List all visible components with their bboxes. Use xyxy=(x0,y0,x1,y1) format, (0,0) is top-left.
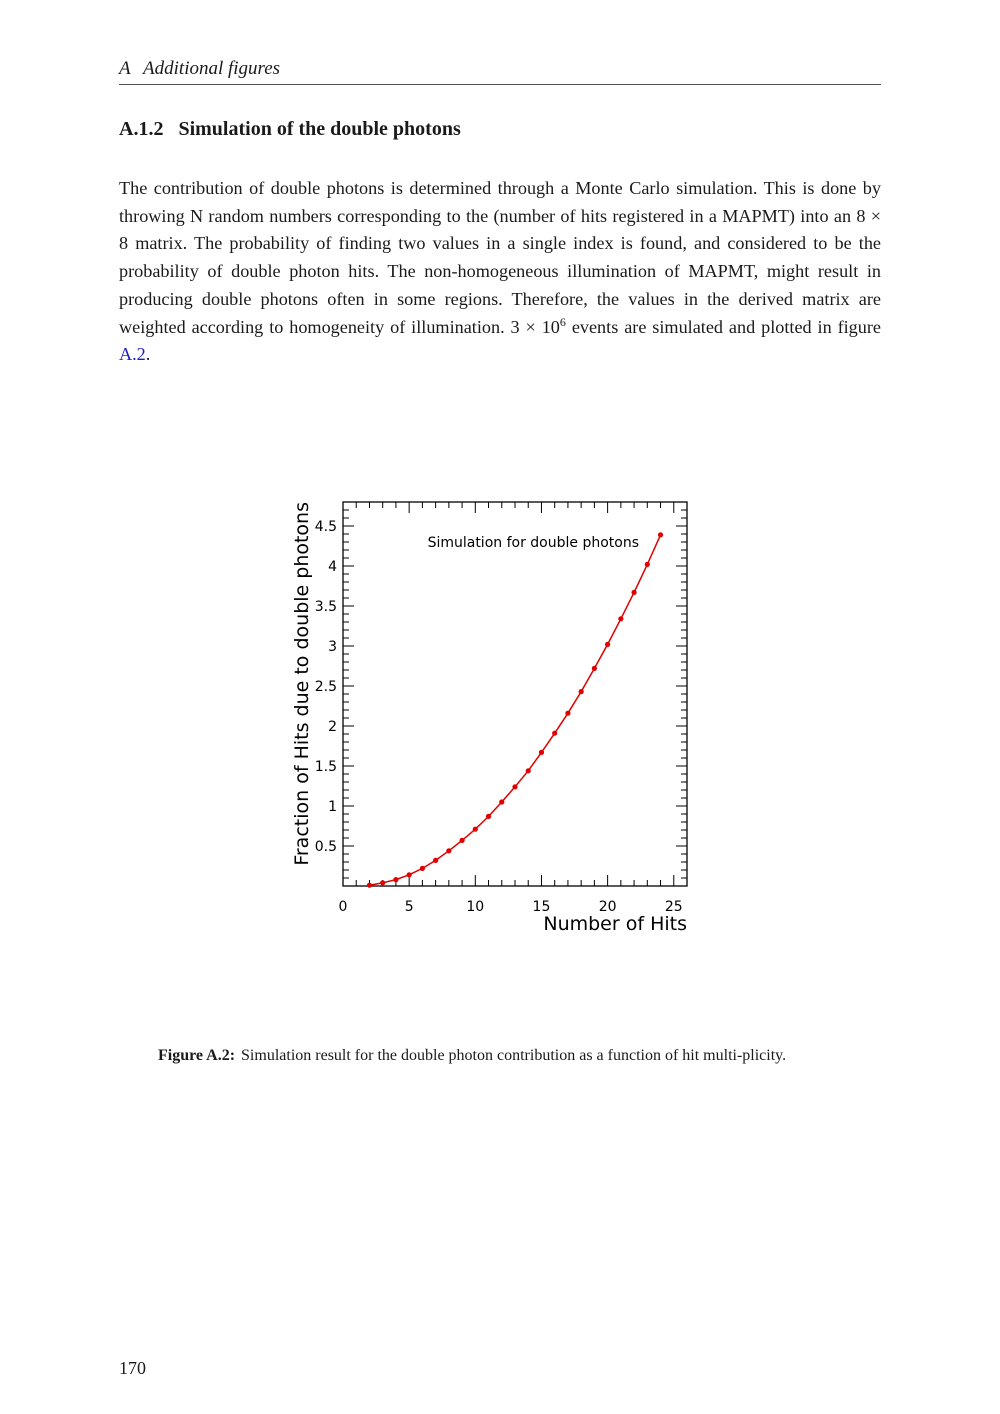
running-head xyxy=(119,58,881,85)
data-point xyxy=(605,642,610,647)
data-point xyxy=(486,814,491,819)
data-point xyxy=(565,711,570,716)
section-title xyxy=(119,118,461,141)
figure-caption-text: Simulation result for the double photon contribution as a function of hit multi-plicity. xyxy=(241,1047,787,1064)
figure-ref-link[interactable]: A.2 xyxy=(119,344,146,365)
data-point xyxy=(631,590,636,595)
y-tick-label: 3.5 xyxy=(314,599,337,615)
x-axis-label: Number of Hits xyxy=(543,913,687,935)
y-tick-label: 4 xyxy=(328,559,337,575)
body-paragraph xyxy=(119,175,881,369)
data-point xyxy=(512,784,517,789)
y-tick-label: 2.5 xyxy=(314,679,337,695)
x-tick-label: 15 xyxy=(532,899,551,915)
data-point xyxy=(367,883,372,888)
x-tick-label: 10 xyxy=(466,899,485,915)
x-tick-label: 20 xyxy=(598,899,617,915)
data-point xyxy=(645,562,650,567)
y-axis-label: Fraction of Hits due to double photons xyxy=(291,502,313,866)
paragraph-text-1: The contribution of double photons is determined through a Monte Carlo simulation. This is done by throwing N random numbers corresponding to the (number of hits registered in a MAPMT) into an 8 × 8 matrix. The probability of finding two values in a single index is found, and considered to be the probability of double photon hits. The non-homogeneous illumination of MAPMT, might result in producing double photons often in some regions. Therefore, the values in the derived matrix are weighted according to homogeneity of illumination. 3 × 10 xyxy=(119,178,881,337)
y-tick-label: 1.5 xyxy=(314,759,337,775)
plot-frame xyxy=(343,502,687,886)
data-point xyxy=(420,866,425,871)
data-point xyxy=(446,848,451,853)
data-point xyxy=(592,666,597,671)
data-point xyxy=(433,858,438,863)
figure-label: Figure A.2: xyxy=(158,1047,236,1064)
chapter-number: A xyxy=(119,58,131,79)
exponent: 6 xyxy=(559,314,566,329)
series-line xyxy=(369,535,660,885)
y-tick-label: 1 xyxy=(328,799,337,815)
figure-caption xyxy=(158,1046,848,1066)
y-tick-label: 3 xyxy=(328,639,337,655)
data-point xyxy=(526,768,531,773)
x-tick-label: 0 xyxy=(338,899,348,915)
data-point xyxy=(618,616,623,621)
y-tick-label: 0.5 xyxy=(314,839,337,855)
data-point xyxy=(459,838,464,843)
data-point xyxy=(380,880,385,885)
data-point xyxy=(407,872,412,877)
data-point xyxy=(393,877,398,882)
chapter-title: Additional figures xyxy=(143,58,281,79)
page-number: 170 xyxy=(119,1358,146,1378)
x-tick-label: 5 xyxy=(404,899,414,915)
data-point xyxy=(552,731,557,736)
section-title-text: Simulation of the double photons xyxy=(178,118,461,140)
data-point xyxy=(473,827,478,832)
data-point xyxy=(539,750,544,755)
data-point xyxy=(499,799,504,804)
paragraph-text-3: . xyxy=(145,344,151,365)
y-tick-label: 2 xyxy=(328,719,337,735)
x-tick-label: 25 xyxy=(664,899,683,915)
chart-title: Simulation for double photons xyxy=(427,535,639,551)
data-point xyxy=(579,689,584,694)
data-point xyxy=(658,532,663,537)
y-tick-label: 4.5 xyxy=(314,519,337,535)
section-number: A.1.2 xyxy=(119,118,164,140)
double-photon-chart xyxy=(270,480,710,960)
paragraph-text-2: events are simulated and plotted in figure xyxy=(565,316,881,337)
